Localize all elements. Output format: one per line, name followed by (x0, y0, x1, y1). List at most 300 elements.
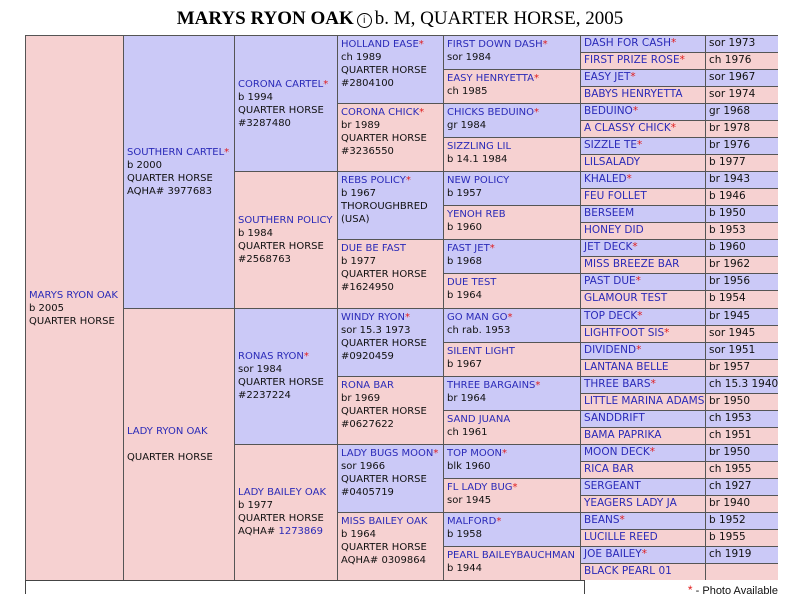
pedigree-cell (444, 547, 580, 580)
horse-info-cell (706, 326, 778, 342)
horse-info: #2804100 (341, 78, 394, 89)
horse-info: sor 1966 (341, 460, 386, 472)
horse-name[interactable]: SANDDRIFT (584, 411, 645, 424)
horse-name[interactable]: GO MAN GO (447, 311, 508, 323)
horse-name-link[interactable] (584, 54, 685, 66)
horse-info: ch 1976 (709, 54, 752, 67)
horse-name[interactable]: CHICKS BEDUINO (447, 107, 535, 119)
horse-name-link[interactable] (447, 174, 577, 187)
horse-info-cell (706, 223, 778, 239)
pedigree-cell (581, 496, 705, 512)
horse-info: #0627622 (341, 418, 394, 430)
horse-name-link[interactable] (584, 310, 643, 322)
pedigree-cell (581, 36, 705, 52)
horse-name[interactable]: DIVIDEND (584, 343, 637, 356)
photo-star-icon: * (637, 309, 643, 322)
horse-name-link[interactable] (447, 72, 577, 85)
horse-name[interactable]: YEAGERS LADY JA (584, 496, 677, 509)
horse-info-cell (706, 343, 778, 359)
pedigree-cell (444, 138, 580, 171)
horse-name[interactable]: BABYS HENRYETTA (584, 88, 683, 101)
horse-name-link[interactable] (127, 425, 231, 438)
horse-name[interactable]: LIGHTFOOT SIS (584, 326, 665, 339)
photo-star-icon: * (303, 351, 309, 363)
pedigree-cell (338, 309, 443, 376)
horse-info: QUARTER HORSE (341, 65, 427, 76)
horse-info: sor 1945 (447, 494, 492, 506)
horse-name-link[interactable] (584, 378, 656, 390)
photo-star-icon: * (687, 583, 693, 597)
horse-info: gr 1984 (447, 120, 487, 132)
horse-name-link[interactable] (447, 106, 577, 119)
horse-info: #3287480 (238, 117, 291, 129)
horse-name[interactable]: GLAMOUR TEST (584, 292, 668, 305)
horse-info: br 1976 (709, 139, 751, 152)
horse-info: b 1967 (341, 188, 376, 200)
photo-star-icon: * (650, 377, 656, 390)
photo-star-icon: * (670, 122, 676, 135)
horse-name-link[interactable] (341, 379, 440, 392)
horse-name[interactable]: EASY HENRYETTA (447, 73, 534, 85)
horse-name[interactable]: BEANS (584, 513, 620, 526)
horse-name-link[interactable] (584, 258, 679, 270)
title-horse-name: MARYS RYON OAK (176, 8, 354, 29)
horse-info-cell (706, 257, 778, 273)
horse-info-cell (706, 121, 778, 137)
horse-name-link[interactable] (447, 311, 577, 324)
horse-info: ch 1951 (709, 428, 752, 441)
pedigree-cell (444, 513, 580, 546)
photo-star-icon: * (496, 515, 502, 527)
horse-info-cell (706, 479, 778, 495)
horse-name[interactable]: FAST JET (447, 243, 490, 255)
pedigree-cell (338, 240, 443, 307)
horse-name-link[interactable] (584, 105, 638, 117)
horse-name[interactable]: FL LADY BUG (447, 481, 513, 493)
horse-name[interactable]: KHALED (584, 173, 627, 186)
horse-name[interactable]: LADY BAILEY OAK (238, 487, 327, 499)
horse-name-link[interactable] (584, 122, 676, 134)
pedigree-cell (444, 411, 580, 444)
horse-info: QUARTER HORSE (238, 377, 324, 389)
horse-info: QUARTER HORSE (238, 104, 324, 116)
horse-info: sor 1967 (709, 71, 756, 84)
horse-name-link[interactable] (584, 224, 644, 236)
photo-star-icon: * (433, 447, 439, 459)
horse-info-cell (706, 172, 778, 188)
photo-star-icon: * (323, 78, 329, 90)
horse-name[interactable]: THREE BARS (584, 377, 651, 390)
horse-name-link[interactable] (584, 565, 672, 577)
photo-star-icon: * (664, 326, 670, 339)
horse-info-cell (706, 274, 778, 290)
horse-name-link[interactable] (584, 156, 640, 168)
pedigree-cell (581, 360, 705, 376)
photo-star-icon: * (535, 379, 541, 391)
horse-info: b 1977 (238, 500, 273, 512)
horse-info: #1624950 (341, 282, 394, 294)
horse-name-link[interactable] (584, 395, 704, 407)
horse-info: b 1958 (447, 528, 482, 540)
horse-name[interactable]: RONA BAR (341, 379, 394, 391)
horse-name-link[interactable] (584, 446, 655, 458)
horse-info: ch 1919 (709, 547, 752, 560)
horse-info-cell (706, 189, 778, 205)
horse-info: b 1954 (709, 292, 746, 305)
horse-name-link[interactable] (341, 311, 440, 324)
horse-name-link[interactable] (341, 38, 440, 51)
horse-info-cell (706, 104, 778, 120)
horse-name-link[interactable] (584, 327, 669, 339)
pedigree-cell (581, 121, 705, 137)
horse-info (127, 438, 231, 451)
horse-name-link[interactable] (584, 514, 625, 526)
horse-info-cell (706, 70, 778, 86)
pedigree-cell (581, 513, 705, 529)
horse-name-link[interactable] (238, 350, 334, 363)
horse-name[interactable]: DUE TEST (447, 277, 497, 289)
horse-name[interactable]: EASY JET (584, 71, 631, 84)
photo-star-icon: * (502, 447, 508, 459)
photo-star-icon: * (507, 311, 513, 323)
horse-info: sor 1974 (709, 88, 756, 101)
horse-info: br 1969 (341, 392, 381, 404)
photo-star-icon: * (489, 243, 495, 255)
horse-name[interactable]: SOUTHERN POLICY (238, 214, 333, 226)
pedigree-cell (444, 206, 580, 239)
horse-name[interactable]: MARYS RYON OAK (29, 289, 118, 301)
horse-info: br 1989 (341, 120, 381, 132)
horse-info: THOROUGHBRED (341, 201, 428, 213)
horse-info: b 1977 (709, 156, 746, 169)
horse-name[interactable]: THREE BARGAINS (447, 379, 536, 391)
horse-info-cell (706, 530, 778, 546)
horse-name-link[interactable] (447, 413, 577, 426)
horse-name-link[interactable] (584, 207, 634, 219)
horse-info: #0920459 (341, 350, 394, 362)
pedigree-chart (25, 35, 778, 580)
horse-info-cell (706, 360, 778, 376)
horse-info: b 1944 (447, 562, 482, 574)
horse-name[interactable]: TOP DECK (584, 309, 638, 322)
horse-name[interactable]: MALFORD (447, 515, 497, 527)
horse-info-cell (706, 547, 778, 563)
horse-name[interactable]: REBS POLICY (341, 175, 406, 187)
horse-name[interactable]: RONAS RYON (238, 351, 304, 363)
photo-star-icon: * (418, 39, 424, 50)
pedigree-cell (581, 343, 705, 359)
horse-name[interactable]: PEARL BAILEYBAUCHMAN (447, 549, 576, 561)
horse-name[interactable]: JOE BAILEY (584, 547, 642, 560)
pedigree-cell (581, 155, 705, 171)
horse-name[interactable]: SOUTHERN CARTEL (127, 146, 225, 158)
pedigree-cell (581, 326, 705, 342)
horse-info: QUARTER HORSE (341, 269, 427, 281)
horse-info: sor 1973 (709, 37, 756, 49)
subject-horse-cell (26, 36, 123, 580)
pedigree-cell (581, 411, 705, 427)
photo-star-icon: * (533, 73, 539, 85)
horse-name-link[interactable] (584, 361, 668, 373)
sire-cell (124, 36, 234, 308)
horse-name[interactable]: BERSEEM (584, 207, 635, 220)
horse-name-link[interactable] (238, 486, 334, 499)
horse-info: QUARTER HORSE (341, 133, 427, 145)
pedigree-cell (235, 309, 337, 444)
pedigree-cell (581, 257, 705, 273)
horse-info: br 1945 (709, 309, 751, 322)
horse-info: #2568763 (238, 253, 291, 265)
photo-star-icon: * (671, 37, 677, 49)
horse-name-link[interactable] (341, 447, 440, 460)
photo-star-icon: * (637, 139, 643, 152)
horse-name[interactable]: MOON DECK (584, 445, 650, 458)
horse-name[interactable]: PAST DUE (584, 275, 636, 288)
photo-star-icon: * (630, 71, 636, 84)
photo-star-icon: * (419, 107, 425, 119)
horse-name-link[interactable] (447, 481, 577, 494)
horse-info: QUARTER HORSE (238, 513, 324, 525)
horse-name-link[interactable] (584, 71, 636, 83)
horse-info: QUARTER HORSE (127, 172, 213, 184)
horse-info: #3236550 (341, 146, 394, 158)
pedigree-cell (581, 309, 705, 325)
horse-info: br 1940 (709, 496, 751, 509)
horse-name-link[interactable] (584, 480, 641, 492)
horse-name[interactable]: SIZZLE TE (584, 139, 638, 152)
horse-name-link[interactable] (584, 37, 676, 49)
horse-name-link[interactable] (584, 497, 677, 509)
horse-name[interactable]: FIRST PRIZE ROSE (584, 54, 680, 67)
horse-name[interactable]: FIRST DOWN DASH (447, 39, 543, 50)
photo-legend-text: - Photo Available (695, 585, 778, 597)
horse-name-link[interactable] (238, 78, 334, 91)
horse-name[interactable]: SIZZLING LIL (447, 141, 512, 153)
horse-name[interactable]: BLACK PEARL 01 (584, 564, 672, 577)
horse-info-cell (706, 377, 778, 393)
horse-info: b 2000 (127, 159, 162, 171)
horse-name-link[interactable] (584, 429, 661, 441)
horse-info-cell (706, 87, 778, 103)
horse-name-link[interactable] (447, 208, 577, 221)
horse-info-cell (706, 240, 778, 256)
pedigree-cell (581, 547, 705, 563)
horse-info: br 1978 (709, 122, 751, 135)
horse-info: QUARTER HORSE (341, 473, 427, 485)
horse-info: br 1962 (709, 258, 751, 271)
pedigree-cell (581, 189, 705, 205)
horse-info: b 1955 (709, 530, 746, 543)
horse-name-link[interactable] (584, 292, 667, 304)
horse-name[interactable]: WINDY RYON (341, 311, 405, 323)
horse-info-cell (706, 394, 778, 410)
horse-name-link[interactable] (584, 88, 683, 100)
horse-name-link[interactable] (447, 379, 577, 392)
horse-info-cell (706, 411, 778, 427)
pedigree-cell (338, 445, 443, 512)
photo-star-icon: * (534, 107, 540, 119)
horse-name-link[interactable] (447, 140, 577, 153)
horse-info (709, 565, 775, 578)
photo-star-icon: * (405, 175, 411, 187)
horse-info-cell (706, 291, 778, 307)
pedigree-cell (581, 104, 705, 120)
pedigree-cell (581, 530, 705, 546)
pedigree-cell (444, 70, 580, 103)
horse-info-cell (706, 513, 778, 529)
horse-name[interactable]: CORONA CHICK (341, 107, 420, 119)
pedigree-footer-row (25, 580, 585, 594)
horse-info: ch 1985 (447, 86, 488, 98)
pedigree-cell (581, 240, 705, 256)
pedigree-cell (235, 445, 337, 580)
horse-info: b 1960 (709, 241, 746, 254)
horse-info: ch 1961 (447, 426, 488, 438)
horse-info: br 1956 (709, 275, 751, 288)
horse-name[interactable]: MISS BAILEY OAK (341, 515, 428, 527)
horse-info: b 1967 (447, 358, 482, 370)
horse-name-link[interactable] (584, 173, 632, 185)
horse-name-link[interactable] (341, 242, 440, 255)
horse-name[interactable]: JET DECK (584, 241, 633, 254)
horse-info: sor 1984 (238, 364, 283, 376)
horse-name[interactable]: FEU FOLLET (584, 190, 647, 203)
horse-name-link[interactable] (341, 174, 440, 187)
horse-name[interactable]: SERGEANT (584, 479, 641, 492)
horse-name[interactable]: LILSALADY (584, 156, 641, 169)
pedigree-cell (444, 274, 580, 307)
horse-info: b 1950 (709, 207, 746, 220)
horse-name[interactable]: SAND JUANA (447, 413, 511, 425)
horse-info: b 1964 (447, 290, 482, 302)
dam-cell (124, 309, 234, 581)
horse-info: b 1957 (447, 188, 482, 200)
horse-name[interactable]: DASH FOR CASH (584, 37, 671, 49)
horse-info: AQHA# 3977683 (127, 185, 212, 197)
registration-label: AQHA# (238, 526, 279, 538)
horse-info: QUARTER HORSE (341, 405, 427, 417)
pedigree-cell (581, 87, 705, 103)
horse-info: b 1964 (341, 528, 376, 540)
horse-name-link[interactable] (584, 548, 647, 560)
horse-info: b 1952 (709, 513, 746, 526)
horse-info-cell (706, 138, 778, 154)
horse-info: br 1950 (709, 394, 751, 407)
horse-info: b 1960 (447, 222, 482, 234)
horse-name[interactable]: SILENT LIGHT (447, 345, 515, 357)
registration-number-link[interactable]: 1273869 (278, 526, 324, 538)
horse-name-link[interactable] (341, 106, 440, 119)
horse-info-cell (706, 309, 778, 325)
horse-info: b 1953 (709, 224, 746, 237)
pedigree-cell (581, 70, 705, 86)
pedigree-cell (581, 274, 705, 290)
horse-info-cell (706, 564, 778, 580)
pedigree-cell (581, 223, 705, 239)
photo-star-icon: * (679, 54, 685, 67)
horse-name[interactable]: DUE BE FAST (341, 243, 407, 255)
horse-name-link[interactable] (584, 344, 641, 356)
horse-name[interactable]: BEDUINO (584, 105, 633, 118)
horse-info: sor 15.3 1973 (341, 324, 411, 336)
horse-info: ch 1927 (709, 479, 752, 492)
horse-info: ch 1955 (709, 462, 752, 475)
horse-name-link[interactable] (447, 242, 577, 255)
horse-info-cell (706, 36, 778, 52)
horse-info: ch 15.3 1940 (709, 377, 778, 390)
horse-name-link[interactable] (584, 275, 641, 287)
pedigree-cell (444, 445, 580, 478)
horse-name-link[interactable] (584, 531, 658, 543)
pedigree-cell (581, 206, 705, 222)
horse-info: QUARTER HORSE (127, 451, 213, 463)
horse-info: ch rab. 1953 (447, 324, 511, 336)
horse-name-link[interactable] (447, 447, 577, 460)
horse-name[interactable]: A CLASSY CHICK (584, 122, 671, 135)
photo-star-icon: * (619, 513, 625, 526)
horse-name[interactable]: NEW POLICY (447, 175, 510, 187)
horse-name-link[interactable] (584, 463, 634, 475)
horse-name-link[interactable] (447, 345, 577, 358)
horse-name-link[interactable] (447, 515, 577, 528)
horse-name[interactable]: LUCILLE REED (584, 530, 658, 543)
horse-info: sor 1984 (447, 52, 492, 63)
photo-star-icon: * (626, 173, 632, 186)
horse-name-link[interactable] (341, 515, 440, 528)
horse-name[interactable]: HONEY DID (584, 224, 644, 237)
horse-name-link[interactable] (584, 241, 638, 253)
horse-name[interactable]: LADY RYON OAK (127, 425, 208, 437)
horse-name-link[interactable] (238, 214, 334, 227)
horse-name-link[interactable] (584, 139, 642, 151)
horse-name[interactable]: HOLLAND EASE (341, 39, 419, 50)
horse-name[interactable]: YENOH REB (447, 209, 506, 221)
info-icon[interactable]: i (357, 13, 372, 28)
pedigree-cell (235, 172, 337, 307)
horse-info: AQHA# 0309864 (341, 554, 426, 566)
horse-name[interactable]: TOP MOON (447, 447, 503, 459)
horse-info-cell (706, 53, 778, 69)
pedigree-cell (338, 513, 443, 580)
pedigree-cell (444, 104, 580, 137)
horse-info: QUARTER HORSE (341, 337, 427, 349)
horse-name-link[interactable] (584, 190, 647, 202)
horse-name[interactable]: RICA BAR (584, 462, 634, 475)
horse-name[interactable]: BAMA PAPRIKA (584, 428, 662, 441)
horse-name[interactable]: LITTLE MARINA ADAMS (584, 394, 705, 407)
photo-star-icon: * (542, 39, 548, 50)
horse-name-link[interactable] (447, 276, 577, 289)
horse-name[interactable]: LADY BUGS MOON (341, 447, 434, 459)
pedigree-cell (581, 377, 705, 393)
pedigree-cell (444, 343, 580, 376)
horse-name-link[interactable] (447, 549, 577, 562)
horse-name[interactable]: MISS BREEZE BAR (584, 258, 680, 271)
photo-star-icon: * (635, 275, 641, 288)
horse-info: QUARTER HORSE (238, 240, 324, 252)
horse-name-link[interactable] (127, 146, 231, 159)
horse-info: ch 1953 (709, 411, 752, 424)
horse-name-link[interactable] (584, 412, 645, 424)
horse-info: b 14.1 1984 (447, 154, 508, 166)
pedigree-cell (581, 394, 705, 410)
horse-info: QUARTER HORSE (341, 541, 427, 553)
horse-name[interactable]: CORONA CARTEL (238, 78, 324, 90)
horse-name-link[interactable] (447, 38, 577, 51)
pedigree-cell (338, 377, 443, 444)
horse-info-cell (706, 496, 778, 512)
horse-name[interactable]: LANTANA BELLE (584, 360, 669, 373)
